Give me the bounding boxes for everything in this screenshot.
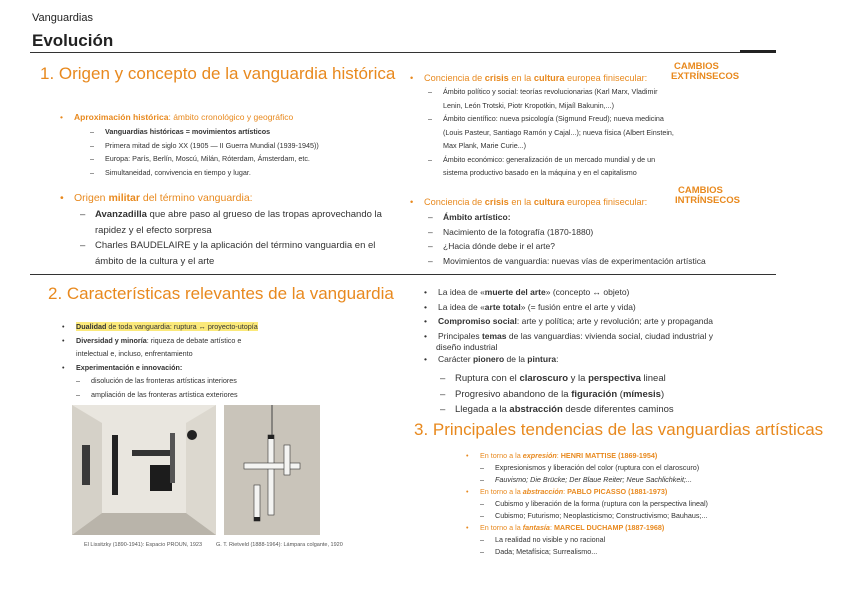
s3-tendencias-list	[466, 450, 766, 558]
list-item: – Avanzadilla que abre paso al grueso de las tropas aprovechando la	[80, 209, 382, 220]
right-bullet-intrinsecos: • Conciencia de crisis en la cultura europea finisecular:	[410, 197, 648, 207]
s1-historica-list	[90, 125, 390, 179]
list-item: – Europa: París, Berlín, Moscú, Milán, Róterdam, Ámsterdam, etc.	[90, 154, 310, 163]
list-item: – Ruptura con el claroscuro y la perspectiva lineal	[440, 373, 666, 384]
list-item: • La idea de «arte total» (= fusión entre el arte y vida)	[424, 301, 636, 312]
hanging-lamp-image	[224, 405, 320, 535]
list-item: – Progresivo abandono de la figuración (mímesis)	[440, 388, 665, 400]
list-item: • Experimentación e innovación:	[62, 362, 183, 372]
title-divider-accent	[740, 50, 776, 53]
list-item: Max Plank, Marie Curie...)	[443, 141, 527, 150]
list-item: – Nacimiento de la fotografía (1870-1880)	[428, 226, 594, 237]
extrinsecos-list	[428, 85, 748, 180]
cambios-intrinsecos-label: CAMBIOS INTRÍNSECOS	[675, 185, 740, 206]
list-item: – Vanguardias históricas = movimientos artísticos	[90, 127, 271, 136]
list-item: – Dada; Metafísica; Surrealismo...	[480, 547, 598, 556]
list-item: – ampliación de las fronteras artística exteriores	[76, 389, 238, 399]
cambios-extrinsecos-label: CAMBIOS EXTRÍNSECOS	[671, 61, 740, 82]
list-item: • Diversidad y minoría: riqueza de debate artístico e	[62, 335, 242, 345]
list-item: – Llegada a la abstracción desde diferentes caminos	[440, 404, 674, 415]
list-item: Lenin, León Trotski, Piotr Kropotkin, Mijaíl Bakunin,...)	[443, 100, 614, 110]
list-item: • Dualidad de toda vanguardia: ruptura ↔ proyecto-utopía	[62, 322, 258, 331]
list-item: – Ámbito económico: generalización de un mercado mundial y de un	[428, 154, 656, 164]
s2-right-list	[424, 285, 764, 366]
list-item: – Primera mitad de siglo XX (1905 — II Guerra Mundial (1939-1945))	[90, 140, 319, 150]
list-item: diseño industrial	[436, 342, 498, 352]
list-item: – Cubismo y liberación de la forma (ruptura con la perspectiva lineal)	[480, 499, 708, 508]
list-item: intelectual e, incluso, enfrentamiento	[76, 349, 193, 358]
list-item: ámbito de la cultura y el arte	[95, 255, 215, 267]
list-item: – Expresionismos y liberación del color (ruptura con el claroscuro)	[480, 463, 700, 472]
list-item: – ¿Hacia dónde debe ir el arte?	[428, 241, 555, 251]
list-item: – Ámbito artístico:	[428, 212, 511, 222]
list-item: • La idea de «muerte del arte» (concepto ↔ objeto)	[424, 287, 630, 297]
s2-pintura-list	[440, 371, 770, 418]
list-item: (Louis Pasteur, Santiago Ramón y Cajal...); nueva física (Albert Einstein,	[443, 127, 674, 137]
list-item: • Carácter pionero de la pintura:	[424, 353, 559, 364]
list-item: – disolución de las fronteras artísticas interiores	[76, 376, 237, 385]
list-item: sistema productivo basado en la máquina y en el capitalismo	[443, 168, 637, 177]
section-divider	[30, 274, 776, 275]
list-item: • En torno a la abstracción: PABLO PICASSO (1881-1973)	[466, 487, 668, 496]
list-item: – Cubismo; Futurismo; Neoplasticismo; Constructivismo; Bauhaus;...	[480, 511, 708, 520]
section-1-heading: 1. Origen y concepto de la vanguardia histórica	[40, 64, 396, 83]
s2-characteristics-list	[62, 320, 362, 401]
s1-bullet-militar: • Origen militar del término vanguardia:	[60, 192, 253, 204]
list-item: • Principales temas de las vanguardias: vivienda social, ciudad industrial y	[424, 330, 713, 341]
page-title: Evolución	[32, 31, 114, 50]
list-item: rapidez y el efecto sorpresa	[95, 224, 212, 236]
list-item: • Compromiso social: arte y política; arte y revolución; arte y propaganda	[424, 316, 713, 326]
title-divider	[30, 52, 776, 53]
caption-proun: El Lissitzky (1890-1941): Espacio PROUN, 1923	[84, 542, 202, 548]
list-item: – Simultaneidad, convivencia en tiempo y lugar.	[90, 167, 251, 177]
s1-bullet-historica: • Aproximación histórica: ámbito cronológico y geográfico	[60, 112, 294, 122]
right-bullet-extrinsecos: • Conciencia de crisis en la cultura europea finisecular:	[410, 73, 648, 83]
s1-militar-list	[80, 207, 390, 269]
document-label: Vanguardias	[32, 12, 93, 24]
list-item: – La realidad no visible y no racional	[480, 535, 606, 544]
section-2-heading: 2. Características relevantes de la vanguardia	[48, 284, 394, 303]
list-item: • En torno a la fantasía: MARCEL DUCHAMP (1887-1968)	[466, 523, 665, 532]
list-item: • En torno a la expresión: HENRI MATTISE (1869-1954)	[466, 451, 658, 460]
list-item: – Charles BAUDELAIRE y la aplicación del término vanguardia en el	[80, 240, 376, 251]
list-item: – Fauvismo; Die Brücke; Der Blaue Reiter; Neue Sachlichkeit;...	[480, 475, 692, 484]
list-item: – Ámbito científico: nueva psicología (Sigmund Freud); nueva medicina	[428, 114, 664, 123]
intrinsecos-list	[428, 210, 758, 268]
list-item: – Movimientos de vanguardia: nuevas vías de experimentación artística	[428, 255, 706, 266]
caption-lamp: G. T. Rietveld (1888-1964): Lámpara colgante, 1920	[216, 542, 343, 548]
list-item: – Ámbito político y social: teorías revolucionarias (Karl Marx, Vladimir	[428, 87, 658, 96]
proun-room-image	[72, 405, 216, 535]
section-3-heading: 3. Principales tendencias de las vanguardias artísticas	[414, 420, 824, 439]
